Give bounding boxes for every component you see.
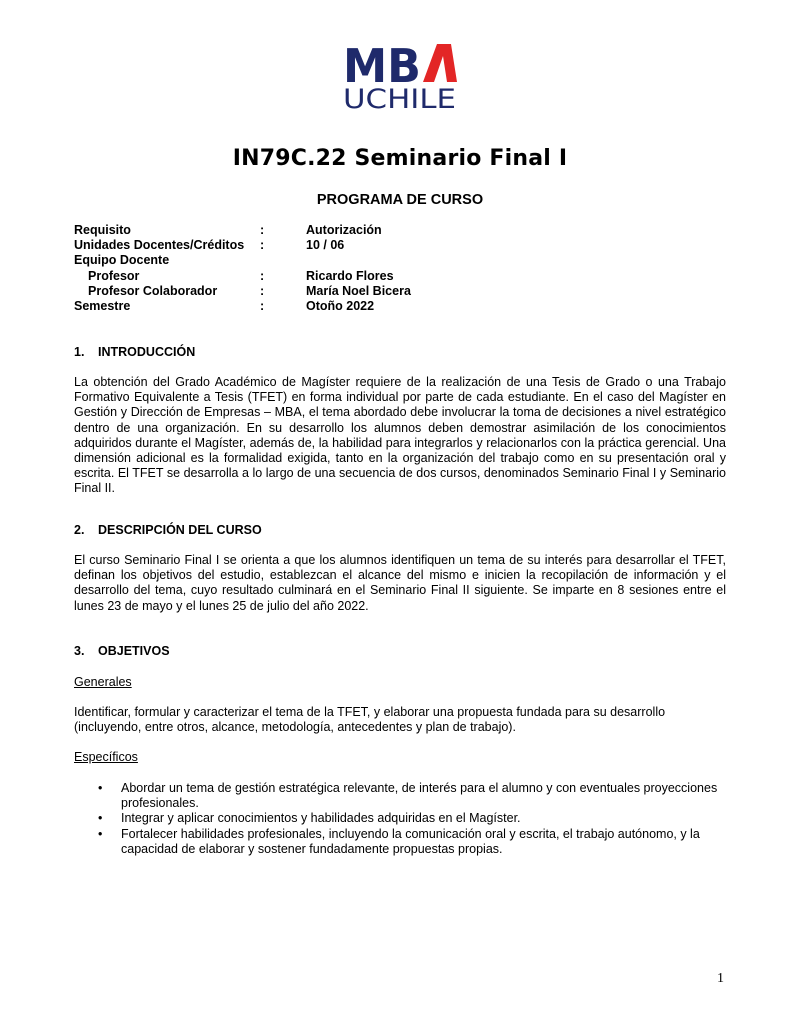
section-heading-objetivos bbox=[74, 644, 170, 658]
bullet-icon: • bbox=[98, 781, 103, 795]
section-heading-introduccion bbox=[74, 345, 195, 359]
section-title: INTRODUCCIÓN bbox=[98, 345, 196, 359]
section-title: OBJETIVOS bbox=[98, 644, 170, 658]
info-value: Autorización bbox=[306, 223, 382, 237]
section-number: 3. bbox=[74, 644, 85, 658]
info-separator: : bbox=[260, 298, 265, 313]
info-separator: : bbox=[260, 283, 265, 298]
introduccion-paragraph: La obtención del Grado Académico de Magíster requiere de la realización de una Tesis de Grado o una Trabajo Formativo Equivalente a Tesis (TFET) en forma individual por parte de cada estudiante. En el caso del Magíster en Gestión y Dirección de Empresas – MBA, el tema abordado debe involucrar la toma de decisiones a nivel estratégico dentro de una organización. En su desarrollo los alumnos deben demostrar asimilación de los conocimientos adquiridos durante el Magíster, además de, la habilidad para integrarlos y relacionarlos con la práctica gerencial. Una dimensión adicional es la formalidad exigida, tanto en la organización del trabajo como en su presentación oral y escrita. El TFET se desarrolla a lo largo de una secuencia de dos cursos, denominados Seminario Final I y Seminario Final II. bbox=[74, 375, 726, 496]
list-item-text: Integrar y aplicar conocimientos y habilidades adquiridas en el Magíster. bbox=[121, 811, 521, 826]
info-label: Profesor bbox=[88, 268, 140, 283]
info-value: Otoño 2022 bbox=[306, 298, 375, 313]
logo-graphic bbox=[343, 42, 457, 112]
list-item bbox=[74, 811, 734, 826]
info-value: María Noel Bicera bbox=[306, 283, 411, 298]
info-separator: : bbox=[260, 238, 265, 253]
info-label: Requisito bbox=[74, 223, 131, 237]
info-label: Unidades Docentes/Créditos bbox=[74, 238, 245, 253]
list-item-text: Abordar un tema de gestión estratégica relevante, de interés para el alumno y con eventuales proyecciones profesionales. bbox=[121, 781, 718, 811]
list-item bbox=[74, 781, 734, 811]
svg-text:MB: MB bbox=[343, 42, 421, 93]
svg-text:UCHILE: UCHILE bbox=[343, 84, 456, 112]
info-separator: : bbox=[260, 268, 265, 283]
section-number: 1. bbox=[74, 345, 85, 359]
info-label: Semestre bbox=[74, 298, 131, 313]
mba-uchile-logo bbox=[343, 42, 457, 112]
info-value: Ricardo Flores bbox=[306, 268, 394, 283]
list-item bbox=[74, 827, 734, 857]
info-value: 10 / 06 bbox=[306, 238, 345, 253]
bullet-icon: • bbox=[98, 811, 103, 826]
course-title: IN79C.22 Seminario Final I bbox=[232, 146, 568, 171]
info-label: Equipo Docente bbox=[74, 253, 170, 268]
especificos-heading: Específicos bbox=[74, 750, 138, 764]
bullet-icon: • bbox=[98, 826, 103, 841]
generales-heading: Generales bbox=[74, 675, 132, 689]
program-subtitle: PROGRAMA DE CURSO bbox=[316, 192, 484, 208]
especificos-list bbox=[74, 781, 734, 857]
generales-paragraph: Identificar, formular y caracterizar el tema de la TFET, y elaborar una propuesta fundada para su desarrollo (incluyendo, entre otros, alcance, metodología, antecedentes y plan de trabajo). bbox=[74, 705, 666, 735]
section-heading-descripcion bbox=[74, 523, 262, 537]
page-number: 1 bbox=[717, 971, 724, 986]
list-item-text: Fortalecer habilidades profesionales, incluyendo la comunicación oral y escrita, el trabajo autónomo, y la capacidad de elaborar y sostener fundadamente propuestas propias. bbox=[121, 826, 700, 856]
info-separator: : bbox=[260, 223, 265, 237]
info-label: Profesor Colaborador bbox=[88, 283, 218, 298]
section-title: DESCRIPCIÓN DEL CURSO bbox=[98, 523, 262, 537]
section-number: 2. bbox=[74, 523, 85, 537]
descripcion-paragraph: El curso Seminario Final I se orienta a que los alumnos identifiquen un tema de su interés para desarrollar el TFET, definan los objetivos del estudio, establezcan el alcance del mismo e inicien la recopilación de información y el desarrollo del tema, cuyo resultado culminará en el Seminario Final II siguiente. Se imparte en 8 sesiones entre el lunes 23 de mayo y el lunes 25 de julio del año 2022. bbox=[74, 553, 726, 613]
